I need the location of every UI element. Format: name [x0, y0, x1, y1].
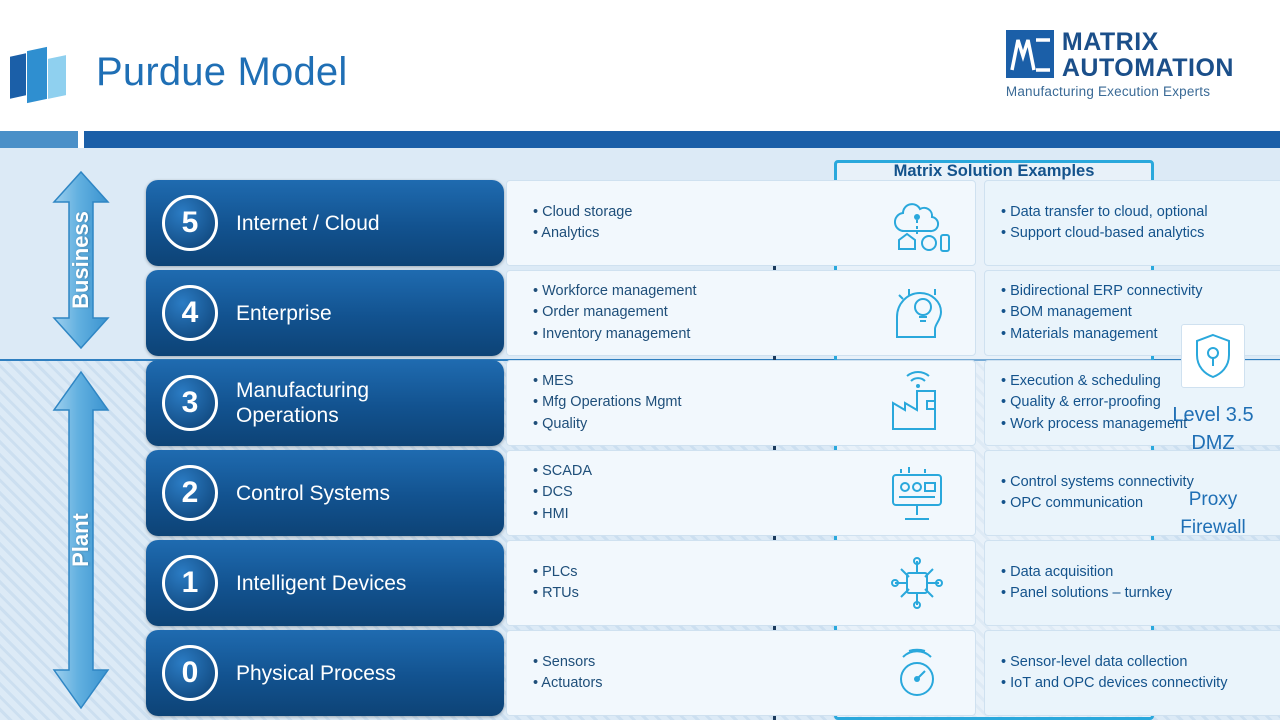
level-detail-0	[506, 630, 976, 716]
bullet-item: • Cloud storage	[533, 203, 633, 220]
solution-item: • IoT and OPC devices connectivity	[1001, 675, 1228, 691]
level-solutions-0	[984, 630, 1280, 716]
bullet-item: • MES	[533, 372, 574, 389]
level-detail-5	[506, 180, 976, 266]
solution-item: • Sensor-level data collection	[1001, 653, 1188, 670]
solution-item: • Data transfer to cloud, optional	[1001, 203, 1208, 220]
bullet-item: • Workforce management	[533, 282, 697, 299]
solution-item: • BOM management	[1001, 304, 1132, 321]
solution-item: • Control systems connectivity	[1001, 473, 1194, 490]
solution-item: • Panel solutions – turnkey	[1001, 585, 1173, 601]
matrix-solutions-title: Matrix Solution Examples	[893, 162, 1095, 180]
level-solutions-5	[984, 180, 1280, 266]
bullet-item: • Inventory management	[533, 325, 691, 342]
level-detail-1	[506, 540, 976, 626]
matrix-logo-icon	[1006, 30, 1054, 78]
dmz-line-1: Level 3.5	[1172, 404, 1254, 426]
dmz-label	[1150, 401, 1276, 457]
brand-logo	[1006, 30, 1234, 99]
solution-item: • Bidirectional ERP connectivity	[1001, 282, 1203, 299]
dmz-line-2: DMZ	[1191, 432, 1235, 454]
sensor-gauge-icon	[881, 637, 953, 709]
dmz-line-3: Proxy	[1188, 489, 1238, 510]
level-card-2[interactable]	[146, 450, 504, 536]
plant-zone-label: Plant	[68, 513, 93, 567]
solution-item: • Data acquisition	[1001, 563, 1114, 580]
matrix-bars-logo-icon	[10, 47, 70, 104]
level-detail-2	[506, 450, 976, 536]
brand-line-1: MATRIX	[1061, 28, 1159, 56]
solution-item: • Work process management	[1001, 415, 1188, 432]
level-name-2: Control Systems	[236, 481, 391, 505]
control-panel-icon	[881, 457, 953, 529]
solution-item: • Support cloud-based analytics	[1001, 225, 1205, 241]
brand-line-2: AUTOMATION	[1061, 54, 1234, 82]
page-title: Purdue Model	[96, 50, 348, 94]
dmz-firewall-label	[1150, 486, 1276, 542]
level-name-3: Manufacturing Operations	[236, 379, 370, 427]
solution-item: • Quality & error-proofing	[1001, 394, 1161, 411]
solution-item: • OPC communication	[1001, 495, 1144, 511]
level-number-3: 3	[162, 375, 218, 431]
bullet-item: • Analytics	[533, 225, 600, 241]
head-lightbulb-icon	[881, 277, 953, 349]
level-name-1: Intelligent Devices	[236, 571, 407, 595]
bullet-item: • Sensors	[533, 653, 596, 670]
level-number-5: 5	[162, 195, 218, 251]
level-number-2: 2	[162, 465, 218, 521]
bullet-item: • SCADA	[533, 462, 593, 479]
diagram-body	[0, 148, 1280, 720]
microchip-icon	[881, 547, 953, 619]
level-card-1[interactable]	[146, 540, 504, 626]
level-name-0: Physical Process	[236, 661, 396, 685]
level-solutions-1	[984, 540, 1280, 626]
header-accent-bar-right	[84, 131, 1280, 148]
bullet-item: • Actuators	[533, 675, 603, 691]
smart-factory-icon	[881, 367, 953, 439]
level-detail-4	[506, 270, 976, 356]
business-zone-label: Business	[68, 211, 93, 309]
bullet-item: • Order management	[533, 304, 668, 321]
dmz-line-4: Firewall	[1180, 517, 1246, 538]
solution-item: • Materials management	[1001, 325, 1158, 342]
level-card-4[interactable]	[146, 270, 504, 356]
brand-tagline: Manufacturing Execution Experts	[1005, 84, 1211, 99]
level-card-0[interactable]	[146, 630, 504, 716]
bullet-item: • DCS	[533, 484, 573, 501]
level-number-1: 1	[162, 555, 218, 611]
security-shield-icon	[1181, 324, 1245, 388]
bullet-item: • Quality	[533, 415, 588, 432]
level-name-4: Enterprise	[236, 301, 332, 325]
bullet-item: • Mfg Operations Mgmt	[533, 394, 682, 411]
level-number-4: 4	[162, 285, 218, 341]
level-detail-3	[506, 360, 976, 446]
bullet-item: • RTUs	[533, 585, 579, 601]
level-number-0: 0	[162, 645, 218, 701]
header-accent-bar-left	[0, 131, 78, 148]
cloud-iot-icon	[881, 187, 953, 259]
bullet-item: • HMI	[533, 505, 569, 522]
slide-header	[0, 0, 1280, 131]
level-card-5[interactable]	[146, 180, 504, 266]
levels-list	[0, 148, 1280, 720]
level-name-5: Internet / Cloud	[236, 211, 380, 235]
solution-item: • Execution & scheduling	[1001, 372, 1161, 389]
level-card-3[interactable]	[146, 360, 504, 446]
bullet-item: • PLCs	[533, 563, 578, 580]
